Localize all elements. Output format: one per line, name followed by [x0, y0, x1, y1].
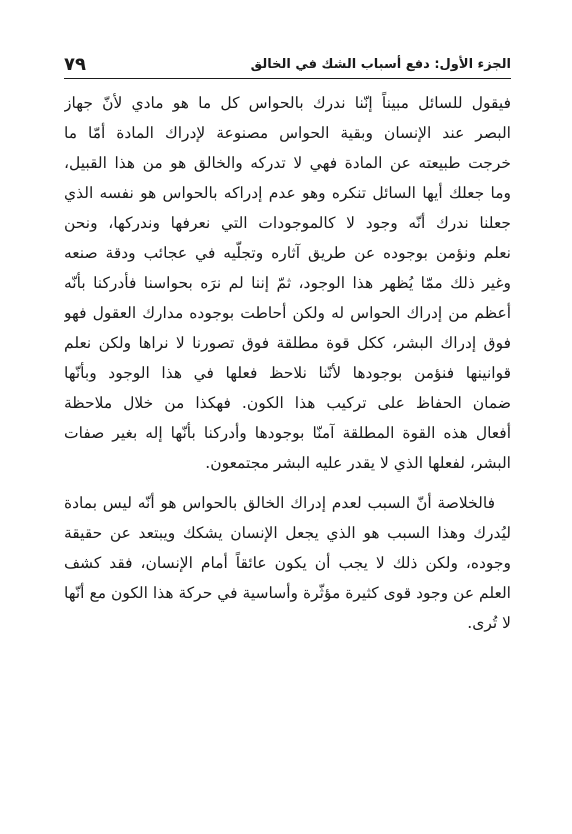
text-line: أعظم من إدراك الحواس له ولكن أحاطت بوجوده مدارك العقول فهو — [64, 304, 511, 322]
text-line: جعلنا ندرك أنّه وجود لا كالموجودات التي نعرفها وندركها، ونحن — [64, 214, 511, 232]
text-line: أفعال هذه القوة المطلقة آمنّا بوجودها وأدركنا بأنّها إله بغير صفات — [64, 424, 511, 442]
text-line: وما جعلك أيها السائل تنكره وهو عدم إدراكه بالحواس هو نفسه الذي — [64, 184, 511, 202]
header-rule — [64, 78, 511, 79]
text-line: قوانينها فنؤمن بوجودها لأنّنا نلاحظ فعلها في هذا الوجود وبأنّها — [64, 364, 511, 382]
text-line: فالخلاصة أنّ السبب لعدم إدراك الخالق بالحواس هو أنّه ليس بمادة — [64, 494, 495, 512]
paragraph-gap — [64, 478, 511, 488]
running-header — [64, 46, 511, 76]
text-line: ليُدرك وهذا السبب هو الذي يجعل الإنسان يشكك ويبتعد عن حقيقة — [64, 524, 511, 542]
header-title: الجزء الأول: دفع أسباب الشك في الخالق — [250, 57, 511, 72]
text-line: فيقول للسائل مبيناً إنّنا ندرك بالحواس كل ما هو مادي لأنّ جهاز — [64, 94, 511, 112]
page-number: ٧٩ — [64, 54, 86, 75]
text-line: لا تُرى. — [467, 614, 511, 632]
text-line: خرجت طبيعته عن المادة فهي لا تدركه والخالق هو من هذا القبيل، — [64, 154, 511, 172]
text-line: العلم عن وجود قوى كثيرة مؤثّرة وأساسية في حركة هذا الكون مع أنّها — [64, 584, 511, 602]
body-text — [64, 88, 511, 638]
text-line: فوق إدراك البشر، ككل قوة مطلقة فوق تصورنا لا نراها ولكن نعلم — [64, 334, 511, 352]
text-line: البصر عند الإنسان وبقية الحواس مصنوعة لإدراك المادة أمّا ما — [64, 124, 511, 142]
text-line: ضمان الحفاظ على تركيب هذا الكون. فهكذا من خلال ملاحظة — [64, 394, 511, 412]
text-line: البشر، لفعلها الذي لا يقدر عليه البشر مجتمعون. — [205, 454, 511, 472]
text-line: وغير ذلك ممّا يُظهر هذا الوجود، ثمّ إننا لم نرَه بحواسنا فأدركنا بأنّه — [64, 274, 511, 292]
text-line: نعلم ونؤمن بوجوده عن طريق آثاره وتجلّيه في عجائب ودقة صنعه — [64, 244, 511, 262]
text-line: وجوده، ولكن ذلك لا يجب أن يكون عائقاً أمام الإنسان، فقد كشف — [64, 554, 511, 572]
